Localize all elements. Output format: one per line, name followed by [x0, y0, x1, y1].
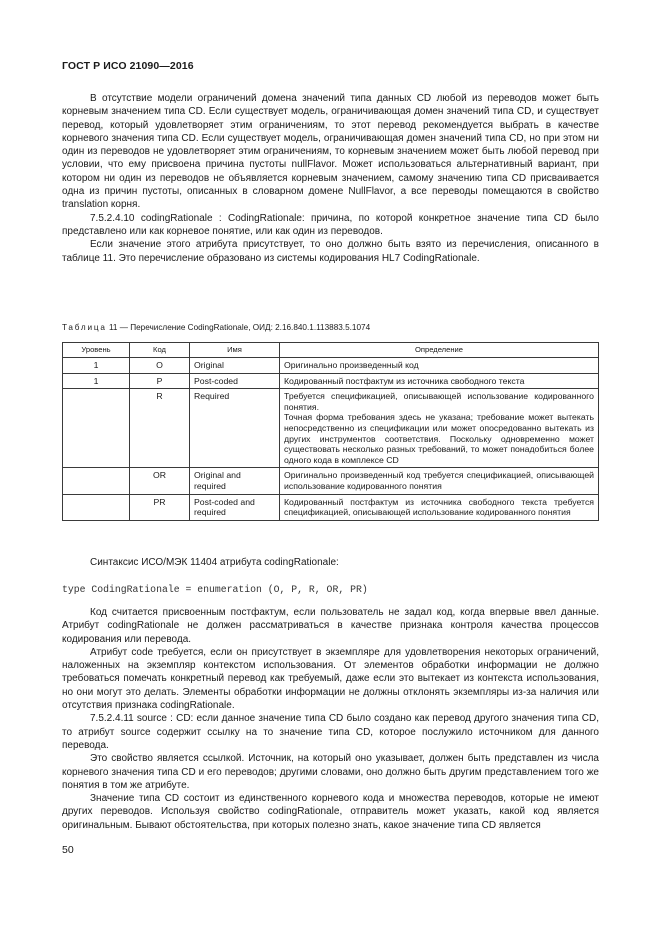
cell-level: [63, 468, 130, 494]
cell-definition: Оригинально произведенный код требуется спецификацией, описывающей использование кодированного понятия: [280, 468, 599, 494]
paragraph-source: 7.5.2.4.11 source : CD: если данное значение типа CD было создано как перевод другого значения типа CD, то атрибут source содержит ссылку на то значение типа CD, которое послужило источником для данного перевода.: [62, 713, 599, 751]
table-caption-label: Таблица: [62, 323, 107, 332]
column-header-name: Имя: [190, 343, 280, 358]
page-number: 50: [62, 844, 74, 856]
paragraph-reference: Это свойство является ссылкой. Источник, на который оно указывает, должен быть представлен из числа корневого значения типа CD и его переводов; другими словами, оно должно быть другим представлением того же понятия в том же атрибуте.: [62, 753, 599, 791]
syntax-label: Синтаксис ИСО/МЭК 11404 атрибута codingRationale:: [90, 557, 339, 568]
paragraph-enumeration-ref: Если значение этого атрибута присутствует, то оно должно быть взято из перечисления, описанного в таблице 11. Это перечисление образовано из системы кодирования HL7 CodingRationale.: [62, 239, 599, 264]
code-listing: type CodingRationale = enumeration (O, P, R, OR, PR): [62, 584, 368, 595]
column-header-definition: Определение: [280, 343, 599, 358]
table-row: [63, 468, 599, 494]
column-header-code: Код: [130, 343, 190, 358]
table-row: [63, 389, 599, 468]
paragraph-coding-rationale: 7.5.2.4.10 codingRationale : CodingRationale: причина, по которой конкретное значение типа CD было представлено или как корневое понятие, или как один из переводов.: [62, 212, 599, 237]
paragraph-cd-structure: Значение типа CD состоит из единственного корневого кода и множества переводов, которые не имеют других переводов. Используя свойство codingRationale, отправитель может указать, какой код является оригинальным. Бывают обстоятельства, при которых полезно знать, какое значение типа CD является: [62, 793, 599, 831]
paragraph-code-required: Атрибут code требуется, если он присутствует в экземпляре для удовлетворения некоторых ограничений, наложенных на экземпляр контекстом использования. От элементов обработки информации не должно требоваться помечать конкретный перевод как требуемый, даже если это вытекает из контекста использования, но они могут это делать. Элементы обработки информации не должны отклонять экземпляры из-за наличия или отсутствия признака codingRationale.: [62, 646, 599, 712]
cell-definition: Требуется спецификацией, описывающей использование кодированного понятия. Точная форма требования здесь не указана; требование может вытекать непосредственно из спецификации или может опосредованно вытекать из других инструментов соответствия. Поскольку одновременно может существовать несколько разных требований, то может понадобиться более одного кода в комплексе CD: [280, 389, 599, 468]
table-row: [63, 494, 599, 520]
cell-name: Post-coded: [190, 373, 280, 389]
cell-code: P: [130, 373, 190, 389]
cell-name: Required: [190, 389, 280, 468]
table-row: [63, 358, 599, 374]
cell-code: O: [130, 358, 190, 374]
cell-level: [63, 494, 130, 520]
paragraph-post-coded: Код считается присвоенным постфактум, если пользователь не задал код, когда впервые ввел данные. Атрибут codingRationale не должен рассматриваться в качестве признака контроля качества процессов кодирования или перевода.: [62, 607, 599, 645]
intro-text: [62, 92, 599, 265]
cell-code: R: [130, 389, 190, 468]
coding-rationale-table: [62, 342, 599, 521]
column-header-level: Уровень: [63, 343, 130, 358]
cell-level: [63, 389, 130, 468]
table-row: [63, 373, 599, 389]
cell-definition: Кодированный постфактум из источника свободного текста: [280, 373, 599, 389]
table-caption: [62, 323, 370, 332]
cell-level: 1: [63, 358, 130, 374]
cell-level: 1: [63, 373, 130, 389]
syntax-label-block: [62, 556, 599, 569]
cell-name: Post-coded and required: [190, 494, 280, 520]
cell-definition: Оригинально произведенный код: [280, 358, 599, 374]
body-text: [62, 606, 599, 832]
cell-code: OR: [130, 468, 190, 494]
cell-definition: Кодированный постфактум из источника свободного текста требуется спецификацией, описывающей использование кодированного понятия: [280, 494, 599, 520]
table-header-row: [63, 343, 599, 358]
page-header: ГОСТ Р ИСО 21090—2016: [62, 60, 194, 72]
paragraph-cd-root-value: В отсутствие модели ограничений домена значений типа данных CD любой из переводов может быть корневым значением типа CD. Если существует модель, ограничивающая домен значений типа CD, и существует перевод, который удовлетворяет этим ограничениям, то этот перевод рекомендуется выбрать в качестве корневого значения типа CD. Если существует модель, ограничивающая домен значений типа CD, но при этом ни один из переводов не удовлетворяет этим ограничениям, то корневым значением может быть любой перевод при условии, что ему присвоена причина пустоты nullFlavor. Может использоваться альтернативный вариант, при котором ни один из переводов не объявляется корневым значением, самому значению типа CD присваивается одна из причин пустоты, описанных в словарном домене NullFlavor, а все переводы помещаются в свойство translation корня.: [62, 93, 599, 211]
cell-name: Original: [190, 358, 280, 374]
cell-name: Original and required: [190, 468, 280, 494]
table-caption-text: 11 — Перечисление CodingRationale, ОИД: 2.16.840.1.113883.5.1074: [108, 323, 371, 332]
cell-code: PR: [130, 494, 190, 520]
